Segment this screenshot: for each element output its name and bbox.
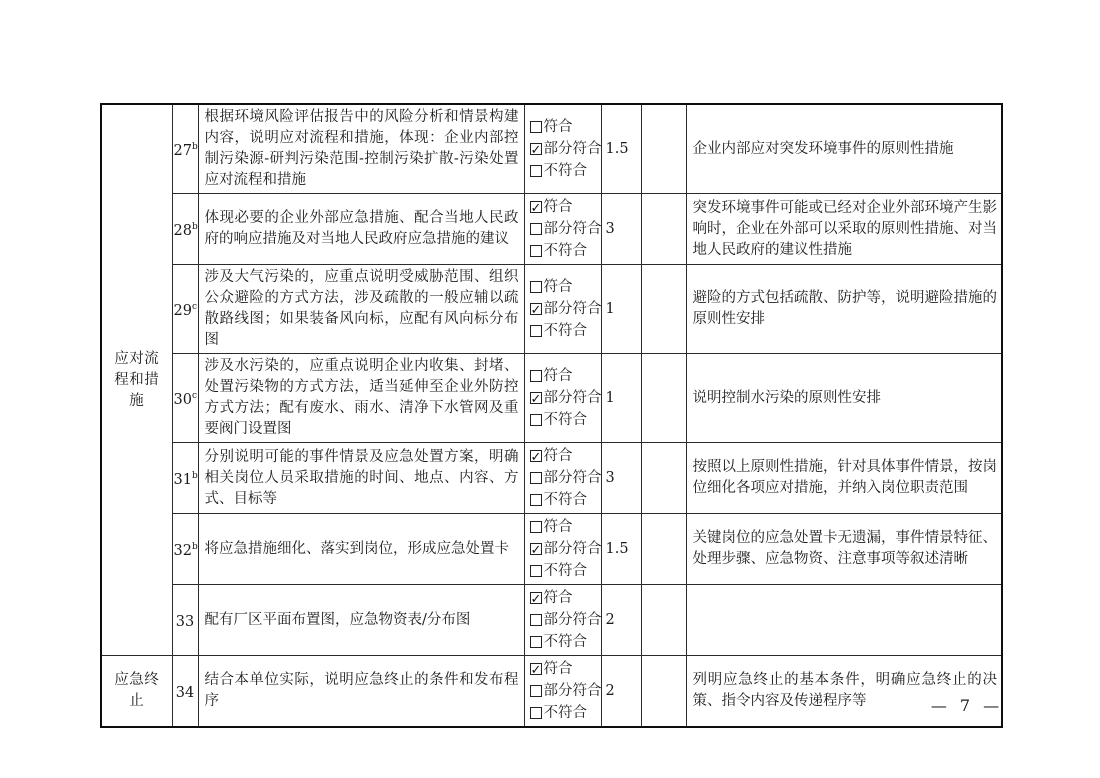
checkbox-icon[interactable] <box>530 543 542 555</box>
checkbox-option-partial[interactable] <box>530 387 601 409</box>
score-value: 1.5 <box>601 104 641 194</box>
checkbox-option-partial[interactable] <box>530 218 601 240</box>
score-value: 2 <box>601 656 641 728</box>
checkbox-label: 符合 <box>543 518 573 535</box>
checkbox-icon[interactable] <box>530 494 542 506</box>
item-number-footnote: b <box>191 141 198 152</box>
checkbox-option-nonconform[interactable] <box>530 320 601 342</box>
checkbox-icon[interactable] <box>530 414 542 426</box>
score-entry-cell <box>641 354 686 443</box>
conformity-options <box>524 265 601 354</box>
conformity-options <box>524 194 601 265</box>
checkbox-option-nonconform[interactable] <box>530 489 601 511</box>
item-number-text: 32 <box>173 542 192 559</box>
checkbox-option-partial[interactable] <box>530 138 601 160</box>
criterion-text: 配有厂区平面布置图，应急物资表/分布图 <box>198 585 524 656</box>
checkbox-icon[interactable] <box>530 165 542 177</box>
checkbox-icon[interactable] <box>530 370 542 382</box>
score-value: 3 <box>601 443 641 514</box>
checkbox-icon[interactable] <box>530 663 542 675</box>
item-number-footnote: c <box>191 301 197 312</box>
table-row <box>101 104 1002 194</box>
checkbox-icon[interactable] <box>530 614 542 626</box>
item-number-text: 27 <box>173 142 192 159</box>
table-row <box>101 443 1002 514</box>
checkbox-label: 不符合 <box>543 633 587 650</box>
checkbox-label: 部分符合 <box>543 682 602 699</box>
item-number-footnote: b <box>191 470 198 481</box>
checkbox-option-partial[interactable] <box>530 298 601 320</box>
score-entry-cell <box>641 104 686 194</box>
item-number-footnote: c <box>191 390 197 401</box>
checkbox-icon[interactable] <box>530 143 542 155</box>
checkbox-label: 部分符合 <box>543 540 602 557</box>
score-entry-cell <box>641 585 686 656</box>
checkbox-label: 不符合 <box>543 242 587 259</box>
remark-text: 企业内部应对突发环境事件的原则性措施 <box>686 104 1002 194</box>
checkbox-option-nonconform[interactable] <box>530 240 601 262</box>
item-number <box>172 514 198 585</box>
remark-text: 列明应急终止的基本条件，明确应急终止的决策、指令内容及传递程序等 <box>686 656 1002 728</box>
checkbox-option-nonconform[interactable] <box>530 631 601 653</box>
evaluation-table <box>100 103 1003 728</box>
checkbox-label: 部分符合 <box>543 389 602 406</box>
conformity-options <box>524 443 601 514</box>
category-cell-termination: 应急终止 <box>101 656 172 728</box>
checkbox-option-conform[interactable] <box>530 445 601 467</box>
conformity-options <box>524 656 601 728</box>
checkbox-icon[interactable] <box>530 450 542 462</box>
checkbox-icon[interactable] <box>530 223 542 235</box>
remark-text <box>686 585 1002 656</box>
checkbox-option-conform[interactable] <box>530 365 601 387</box>
item-number-text: 29 <box>173 302 192 319</box>
table-row <box>101 514 1002 585</box>
criterion-text: 涉及水污染的，应重点说明企业内收集、封堵、处置污染物的方式方法，适当延伸至企业外防控方式方法；配有废水、雨水、清净下水管网及重要阀门设置图 <box>198 354 524 443</box>
checkbox-icon[interactable] <box>530 201 542 213</box>
score-entry-cell <box>641 514 686 585</box>
conformity-options <box>524 104 601 194</box>
checkbox-label: 符合 <box>543 118 573 135</box>
item-number-text: 34 <box>175 684 195 701</box>
item-number <box>172 656 198 728</box>
table-row <box>101 194 1002 265</box>
table-row <box>101 656 1002 728</box>
checkbox-option-nonconform[interactable] <box>530 409 601 431</box>
score-value: 3 <box>601 194 641 265</box>
item-number <box>172 104 198 194</box>
conformity-options <box>524 585 601 656</box>
item-number-text: 31 <box>173 471 192 488</box>
checkbox-option-conform[interactable] <box>530 196 601 218</box>
criterion-text: 体现必要的企业外部应急措施、配合当地人民政府的响应措施及对当地人民政府应急措施的建议 <box>198 194 524 265</box>
checkbox-icon[interactable] <box>530 392 542 404</box>
checkbox-icon[interactable] <box>530 245 542 257</box>
checkbox-icon[interactable] <box>530 592 542 604</box>
checkbox-icon[interactable] <box>530 685 542 697</box>
checkbox-label: 不符合 <box>543 322 587 339</box>
checkbox-label: 符合 <box>543 198 573 215</box>
checkbox-label: 不符合 <box>543 411 587 428</box>
item-number <box>172 265 198 354</box>
checkbox-icon[interactable] <box>530 303 542 315</box>
score-value: 1 <box>601 354 641 443</box>
remark-text: 关键岗位的应急处置卡无遗漏，事件情景特征、处理步骤、应急物资、注意事项等叙述清晰 <box>686 514 1002 585</box>
criterion-text: 根据环境风险评估报告中的风险分析和情景构建内容，说明应对流程和措施，体现：企业内部控制污染源-研判污染范围-控制污染扩散-污染处置应对流程和措施 <box>198 104 524 194</box>
item-number-text: 30 <box>173 391 192 408</box>
score-entry-cell <box>641 656 686 728</box>
item-number-footnote: b <box>191 221 198 232</box>
checkbox-label: 符合 <box>543 278 573 295</box>
checkbox-option-conform[interactable] <box>530 658 601 680</box>
checkbox-option-conform[interactable] <box>530 276 601 298</box>
remark-text: 突发环境事件可能或已经对企业外部环境产生影响时，企业在外部可以采取的原则性措施、对当地人民政府的建议性措施 <box>686 194 1002 265</box>
remark-text: 避险的方式包括疏散、防护等，说明避险措施的原则性安排 <box>686 265 1002 354</box>
item-number-text: 33 <box>175 613 195 630</box>
score-value: 2 <box>601 585 641 656</box>
checkbox-option-partial[interactable] <box>530 680 601 702</box>
conformity-options <box>524 514 601 585</box>
table-row <box>101 354 1002 443</box>
item-number <box>172 443 198 514</box>
table-row <box>101 585 1002 656</box>
item-number-footnote: b <box>191 541 198 552</box>
item-number-text: 28 <box>173 222 192 239</box>
checkbox-label: 符合 <box>543 447 573 464</box>
checkbox-option-partial[interactable] <box>530 609 601 631</box>
checkbox-option-conform[interactable] <box>530 587 601 609</box>
checkbox-label: 不符合 <box>543 704 587 721</box>
checkbox-label: 不符合 <box>543 562 587 579</box>
checkbox-label: 部分符合 <box>543 611 602 628</box>
checkbox-icon[interactable] <box>530 521 542 533</box>
checkbox-icon[interactable] <box>530 565 542 577</box>
page-number: — 7 — <box>930 696 1000 715</box>
checkbox-label: 部分符合 <box>543 300 602 317</box>
conformity-options <box>524 354 601 443</box>
checkbox-label: 符合 <box>543 589 573 606</box>
checkbox-icon[interactable] <box>530 281 542 293</box>
item-number <box>172 585 198 656</box>
checkbox-icon[interactable] <box>530 325 542 337</box>
checkbox-label: 不符合 <box>543 162 587 179</box>
remark-text: 按照以上原则性措施，针对具体事件情景，按岗位细化各项应对措施，并纳入岗位职责范围 <box>686 443 1002 514</box>
checkbox-option-conform[interactable] <box>530 516 601 538</box>
checkbox-label: 部分符合 <box>543 220 602 237</box>
checkbox-option-nonconform[interactable] <box>530 560 601 582</box>
remark-text: 说明控制水污染的原则性安排 <box>686 354 1002 443</box>
score-value: 1 <box>601 265 641 354</box>
score-entry-cell <box>641 265 686 354</box>
checkbox-label: 不符合 <box>543 491 587 508</box>
checkbox-icon[interactable] <box>530 472 542 484</box>
score-entry-cell <box>641 443 686 514</box>
checkbox-icon[interactable] <box>530 121 542 133</box>
checkbox-option-nonconform[interactable] <box>530 160 601 182</box>
checkbox-icon[interactable] <box>530 707 542 719</box>
checkbox-option-partial[interactable] <box>530 538 601 560</box>
score-entry-cell <box>641 194 686 265</box>
checkbox-label: 部分符合 <box>543 469 602 486</box>
item-number <box>172 354 198 443</box>
checkbox-option-conform[interactable] <box>530 116 601 138</box>
checkbox-label: 符合 <box>543 367 573 384</box>
criterion-text: 涉及大气污染的，应重点说明受威胁范围、组织公众避险的方式方法，涉及疏散的一般应辅以疏散路线图；如果装备风向标，应配有风向标分布图 <box>198 265 524 354</box>
score-value: 1.5 <box>601 514 641 585</box>
criterion-text: 结合本单位实际，说明应急终止的条件和发布程序 <box>198 656 524 728</box>
criterion-text: 将应急措施细化、落实到岗位，形成应急处置卡 <box>198 514 524 585</box>
checkbox-icon[interactable] <box>530 636 542 648</box>
checkbox-label: 符合 <box>543 660 573 677</box>
checkbox-label: 部分符合 <box>543 140 602 157</box>
checkbox-option-partial[interactable] <box>530 467 601 489</box>
checkbox-option-nonconform[interactable] <box>530 702 601 724</box>
table-row <box>101 265 1002 354</box>
item-number <box>172 194 198 265</box>
criterion-text: 分别说明可能的事件情景及应急处置方案，明确相关岗位人员采取措施的时间、地点、内容、方式、目标等 <box>198 443 524 514</box>
category-cell-response-process: 应对流程和措施 <box>101 104 172 656</box>
